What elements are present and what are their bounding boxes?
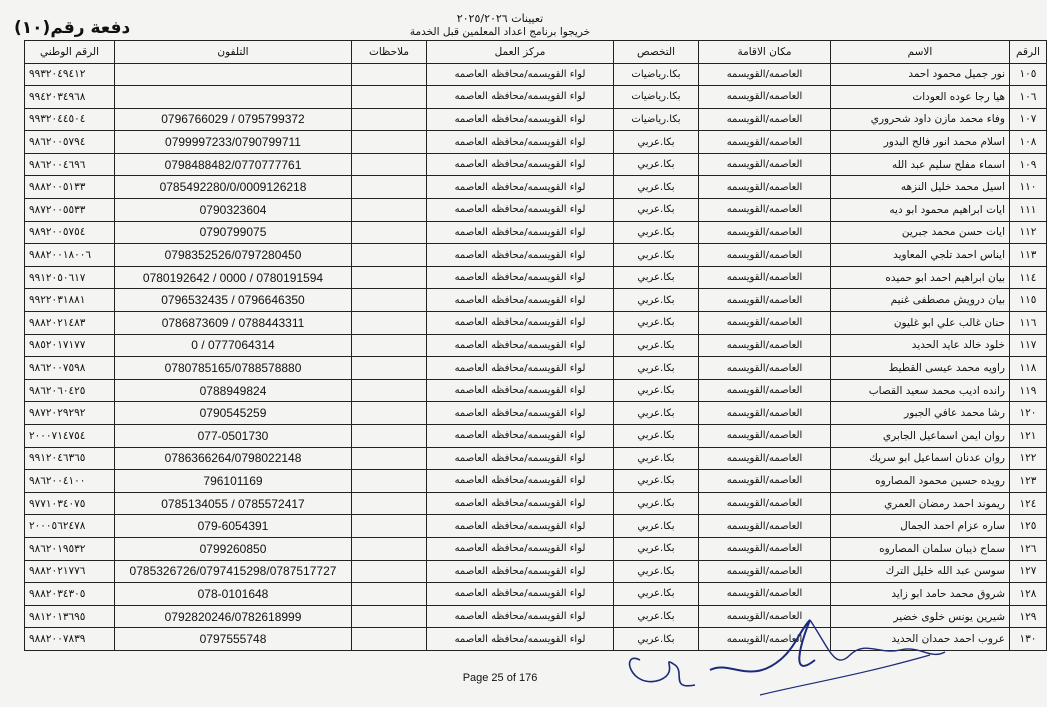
row-number: ١٢٣ [1010,470,1047,493]
row-work-center: لواء القويسمه/محافظه العاصمه [427,537,614,560]
row-work-center: لواء القويسمه/محافظه العاصمه [427,515,614,538]
row-national-id: ٩٨٥٢٠١٧١٧٧ [25,334,115,357]
row-national-id: ٩٨٦٢٠٠٤٦٩٦ [25,153,115,176]
row-phone: 0786873609 / 0788443311 [115,312,352,335]
col-header-notes: ملاحظات [352,41,427,64]
row-national-id: ٩٨٨٢٠٠٥١٣٣ [25,176,115,199]
table-row [25,176,1047,199]
row-number: ١١٨ [1010,357,1047,380]
row-work-center: لواء القويسمه/محافظه العاصمه [427,131,614,154]
row-residence: العاصمه/القويسمه [699,221,831,244]
row-number: ١١٠ [1010,176,1047,199]
col-header-phone: التلفون [115,41,352,64]
row-work-center: لواء القويسمه/محافظه العاصمه [427,583,614,606]
row-work-center: لواء القويسمه/محافظه العاصمه [427,266,614,289]
row-residence: العاصمه/القويسمه [699,537,831,560]
row-residence: العاصمه/القويسمه [699,176,831,199]
row-notes [352,334,427,357]
row-work-center: لواء القويسمه/محافظه العاصمه [427,86,614,109]
row-name: ريموند احمد رمضان العمري [831,492,1010,515]
table-row [25,266,1047,289]
row-work-center: لواء القويسمه/محافظه العاصمه [427,379,614,402]
row-notes [352,470,427,493]
appointments-table [24,40,1047,651]
row-residence: العاصمه/القويسمه [699,470,831,493]
row-notes [352,289,427,312]
row-national-id: ٩٩١٢٠٤٦٣٦٥ [25,447,115,470]
table-row [25,289,1047,312]
table-row [25,402,1047,425]
row-notes [352,244,427,267]
row-national-id: ٩٨٦٢٠٠٤١٠٠ [25,470,115,493]
row-specialty: بكا.عربي [614,244,699,267]
row-residence: العاصمه/القويسمه [699,379,831,402]
row-notes [352,63,427,86]
row-specialty: بكا.عربي [614,425,699,448]
row-specialty: بكا.رياضيات [614,108,699,131]
row-work-center: لواء القويسمه/محافظه العاصمه [427,289,614,312]
row-work-center: لواء القويسمه/محافظه العاصمه [427,447,614,470]
col-header-residence: مكان الاقامة [699,41,831,64]
row-residence: العاصمه/القويسمه [699,86,831,109]
row-phone: 078-0101648 [115,583,352,606]
row-national-id: ٩٨٦٢٠٠٥٧٩٤ [25,131,115,154]
row-notes [352,515,427,538]
row-name: روان عدنان اسماعيل ابو سريك [831,447,1010,470]
row-national-id: ٢٠٠٠٧١٤٧٥٤ [25,425,115,448]
row-name: ساره عزام احمد الجمال [831,515,1010,538]
row-name: ايات حسن محمد جبرين [831,221,1010,244]
row-number: ١٣٠ [1010,628,1047,651]
row-national-id: ٩٨١٢٠١٣٦٩٥ [25,605,115,628]
row-number: ١١٣ [1010,244,1047,267]
row-notes [352,199,427,222]
row-notes [352,221,427,244]
row-residence: العاصمه/القويسمه [699,334,831,357]
row-specialty: بكا.عربي [614,266,699,289]
row-specialty: بكا.عربي [614,470,699,493]
row-phone: 0785134055 / 0785572417 [115,492,352,515]
row-phone: 0780192642 / 0000 / 0780191594 [115,266,352,289]
row-work-center: لواء القويسمه/محافظه العاصمه [427,221,614,244]
table-row [25,153,1047,176]
row-work-center: لواء القويسمه/محافظه العاصمه [427,199,614,222]
row-specialty: بكا.عربي [614,605,699,628]
row-name: شيرين يونس خلوى خضير [831,605,1010,628]
row-name: رانده اديب محمد سعيد القصاب [831,379,1010,402]
row-work-center: لواء القويسمه/محافظه العاصمه [427,425,614,448]
row-name: ايناس احمد تلجي المعاويد [831,244,1010,267]
row-phone: 0796532435 / 0796646350 [115,289,352,312]
row-name: راويه محمد عيسى القطيط [831,357,1010,380]
col-header-specialty: التخصص [614,41,699,64]
row-specialty: بكا.عربي [614,402,699,425]
row-phone: 796101169 [115,470,352,493]
row-specialty: بكا.عربي [614,379,699,402]
page-number: Page 25 of 176 [462,672,538,684]
row-phone: 0798488482/0770777761 [115,153,352,176]
row-specialty: بكا.عربي [614,492,699,515]
row-name: وفاء محمد مازن داود شحروري [831,108,1010,131]
row-specialty: بكا.عربي [614,153,699,176]
row-phone: 077-0501730 [115,425,352,448]
row-specialty: بكا.عربي [614,537,699,560]
row-specialty: بكا.عربي [614,176,699,199]
row-specialty: بكا.عربي [614,131,699,154]
col-header-work-center: مركز العمل [427,41,614,64]
row-notes [352,447,427,470]
row-notes [352,402,427,425]
row-national-id: ٩٨٩٢٠٠٥٧٥٤ [25,221,115,244]
batch-label: دفعة رقم(١٠) [14,18,131,38]
row-residence: العاصمه/القويسمه [699,357,831,380]
table-row [25,537,1047,560]
row-residence: العاصمه/القويسمه [699,153,831,176]
row-notes [352,583,427,606]
row-residence: العاصمه/القويسمه [699,266,831,289]
row-notes [352,176,427,199]
row-name: بيان ابراهيم احمد ابو حميده [831,266,1010,289]
row-residence: العاصمه/القويسمه [699,560,831,583]
row-notes [352,379,427,402]
row-specialty: بكا.عربي [614,628,699,651]
row-work-center: لواء القويسمه/محافظه العاصمه [427,176,614,199]
row-name: رويده حسين محمود المصاروه [831,470,1010,493]
row-notes [352,425,427,448]
row-notes [352,108,427,131]
table-row [25,560,1047,583]
row-phone: 0785326726/0797415298/0787517727 [115,560,352,583]
row-specialty: بكا.عربي [614,289,699,312]
row-national-id: ٩٨٦٢٠١٩٥٣٢ [25,537,115,560]
row-specialty: بكا.رياضيات [614,63,699,86]
row-residence: العاصمه/القويسمه [699,131,831,154]
row-phone: 0799997233/0790799711 [115,131,352,154]
row-work-center: لواء القويسمه/محافظه العاصمه [427,334,614,357]
row-phone: 0790323604 [115,199,352,222]
row-name: رشا محمد عافي الجبور [831,402,1010,425]
row-number: ١٢٧ [1010,560,1047,583]
row-work-center: لواء القويسمه/محافظه العاصمه [427,357,614,380]
row-specialty: بكا.عربي [614,447,699,470]
row-specialty: بكا.عربي [614,221,699,244]
row-name: نور جميل محمود احمد [831,63,1010,86]
row-number: ١٢٠ [1010,402,1047,425]
row-work-center: لواء القويسمه/محافظه العاصمه [427,312,614,335]
row-work-center: لواء القويسمه/محافظه العاصمه [427,244,614,267]
table-row [25,108,1047,131]
table-row [25,447,1047,470]
table-row [25,425,1047,448]
row-national-id: ٩٨٦٢٠٦٠٤٢٥ [25,379,115,402]
table-row [25,515,1047,538]
signature-marks [600,600,980,700]
row-number: ١١٧ [1010,334,1047,357]
table-row [25,379,1047,402]
document-title: تعيينات ٢٠٢٥/٢٠٢٦ [456,12,544,25]
row-specialty: بكا.عربي [614,560,699,583]
row-notes [352,312,427,335]
row-national-id: ٩٨٨٢٠٢١٧٧٦ [25,560,115,583]
row-work-center: لواء القويسمه/محافظه العاصمه [427,605,614,628]
table-row [25,244,1047,267]
table-row [25,357,1047,380]
row-notes [352,605,427,628]
table-row [25,131,1047,154]
row-national-id: ٩٨٨٢٠٠٧٨٣٩ [25,628,115,651]
row-phone: 0798352526/0797280450 [115,244,352,267]
row-number: ١٢١ [1010,425,1047,448]
row-number: ١١٦ [1010,312,1047,335]
row-phone: 0799260850 [115,537,352,560]
row-number: ١١٥ [1010,289,1047,312]
table-row [25,221,1047,244]
row-national-id: ٩٨٧٢٠٢٩٢٩٢ [25,402,115,425]
row-number: ١٢٥ [1010,515,1047,538]
row-notes [352,357,427,380]
row-national-id: ٩٨٨٢٠٢١٤٨٣ [25,312,115,335]
row-notes [352,537,427,560]
row-national-id: ٢٠٠٠٥٦٢٤٧٨ [25,515,115,538]
row-residence: العاصمه/القويسمه [699,402,831,425]
row-name: روان ايمن اسماعيل الجابري [831,425,1010,448]
row-work-center: لواء القويسمه/محافظه العاصمه [427,492,614,515]
row-residence: العاصمه/القويسمه [699,447,831,470]
row-specialty: بكا.عربي [614,357,699,380]
row-name: اسلام محمد انور فالح البدور [831,131,1010,154]
row-phone: 0786366264/0798022148 [115,447,352,470]
row-national-id: ٩٩٣٢٠٤٩٤١٢ [25,63,115,86]
table-row [25,199,1047,222]
row-number: ١٢٤ [1010,492,1047,515]
row-residence: العاصمه/القويسمه [699,199,831,222]
row-notes [352,492,427,515]
row-specialty: بكا.عربي [614,583,699,606]
row-work-center: لواء القويسمه/محافظه العاصمه [427,628,614,651]
row-national-id: ٩٩٤٢٠٣٤٩٦٨ [25,86,115,109]
row-specialty: بكا.رياضيات [614,86,699,109]
row-work-center: لواء القويسمه/محافظه العاصمه [427,153,614,176]
row-work-center: لواء القويسمه/محافظه العاصمه [427,470,614,493]
row-name: ايات ابراهيم محمود ابو ديه [831,199,1010,222]
row-phone: 0790799075 [115,221,352,244]
row-name: اسماء مفلح سليم عبد الله [831,153,1010,176]
col-header-national-id: الرقم الوطني [25,41,115,64]
row-phone: 0796766029 / 0795799372 [115,108,352,131]
row-number: ١١٤ [1010,266,1047,289]
row-notes [352,266,427,289]
row-phone: 0 / 0777064314 [115,334,352,357]
row-national-id: ٩٨٨٢٠٣٤٣٠٥ [25,583,115,606]
row-national-id: ٩٩١٢٠٥٠٦١٧ [25,266,115,289]
row-name: سماح ذيبان سلمان المصاروه [831,537,1010,560]
row-residence: العاصمه/القويسمه [699,583,831,606]
row-number: ١٢٦ [1010,537,1047,560]
row-number: ١٠٦ [1010,86,1047,109]
row-phone: 0790545259 [115,402,352,425]
table-row [25,63,1047,86]
row-notes [352,153,427,176]
row-residence: العاصمه/القويسمه [699,605,831,628]
row-notes [352,628,427,651]
row-name: شروق محمد حامد ابو زايد [831,583,1010,606]
row-work-center: لواء القويسمه/محافظه العاصمه [427,63,614,86]
row-residence: العاصمه/القويسمه [699,312,831,335]
col-header-num: الرقم [1010,41,1047,64]
row-number: ١٠٨ [1010,131,1047,154]
row-residence: العاصمه/القويسمه [699,108,831,131]
row-phone [115,63,352,86]
row-national-id: ٩٧٧١٠٣٤٠٧٥ [25,492,115,515]
row-residence: العاصمه/القويسمه [699,425,831,448]
row-number: ١٢٩ [1010,605,1047,628]
row-residence: العاصمه/القويسمه [699,628,831,651]
row-name: بيان درويش مصطفى غنيم [831,289,1010,312]
row-residence: العاصمه/القويسمه [699,244,831,267]
row-residence: العاصمه/القويسمه [699,63,831,86]
row-national-id: ٩٨٨٢٠٠١٨٠٠٦ [25,244,115,267]
row-national-id: ٩٩٣٢٠٤٤٥٠٤ [25,108,115,131]
table-header-row [25,41,1047,64]
row-specialty: بكا.عربي [614,199,699,222]
row-specialty: بكا.عربي [614,312,699,335]
row-number: ١١٩ [1010,379,1047,402]
table-row [25,312,1047,335]
row-number: ١١٢ [1010,221,1047,244]
row-specialty: بكا.عربي [614,515,699,538]
row-phone: 0797555748 [115,628,352,651]
row-residence: العاصمه/القويسمه [699,492,831,515]
col-header-name: الاسم [831,41,1010,64]
row-national-id: ٩٨٦٢٠٠٧٥٩٨ [25,357,115,380]
row-number: ١٢٢ [1010,447,1047,470]
table-row [25,86,1047,109]
row-work-center: لواء القويسمه/محافظه العاصمه [427,560,614,583]
row-national-id: ٩٨٧٢٠٠٥٥٣٣ [25,199,115,222]
row-work-center: لواء القويسمه/محافظه العاصمه [427,108,614,131]
table-row [25,492,1047,515]
row-name: اسيل محمد خليل النزهه [831,176,1010,199]
table-body [25,63,1047,650]
row-number: ١٠٧ [1010,108,1047,131]
row-number: ١٠٥ [1010,63,1047,86]
document-subtitle: خريجوا برنامج اعداد المعلمين قبل الخدمة [409,26,591,38]
row-phone [115,86,352,109]
row-national-id: ٩٩٢٢٠٣١٨٨١ [25,289,115,312]
table-row [25,470,1047,493]
row-phone: 0785492280/0/0009126218 [115,176,352,199]
row-name: حنان غالب علي ابو غليون [831,312,1010,335]
row-phone: 079-6054391 [115,515,352,538]
row-work-center: لواء القويسمه/محافظه العاصمه [427,402,614,425]
row-name: عروب احمد حمدان الحديد [831,628,1010,651]
row-specialty: بكا.عربي [614,334,699,357]
row-name: خلود خالد عايد الحديد [831,334,1010,357]
row-notes [352,131,427,154]
row-name: سوسن عبد الله خليل الترك [831,560,1010,583]
row-residence: العاصمه/القويسمه [699,289,831,312]
row-phone: 0780785165/0788578880 [115,357,352,380]
row-phone: 0792820246/0782618999 [115,605,352,628]
table-row [25,334,1047,357]
row-number: ١٢٨ [1010,583,1047,606]
row-notes [352,86,427,109]
row-number: ١١١ [1010,199,1047,222]
row-phone: 0788949824 [115,379,352,402]
row-name: هيا رجا عوده العودات [831,86,1010,109]
row-notes [352,560,427,583]
row-number: ١٠٩ [1010,153,1047,176]
row-residence: العاصمه/القويسمه [699,515,831,538]
